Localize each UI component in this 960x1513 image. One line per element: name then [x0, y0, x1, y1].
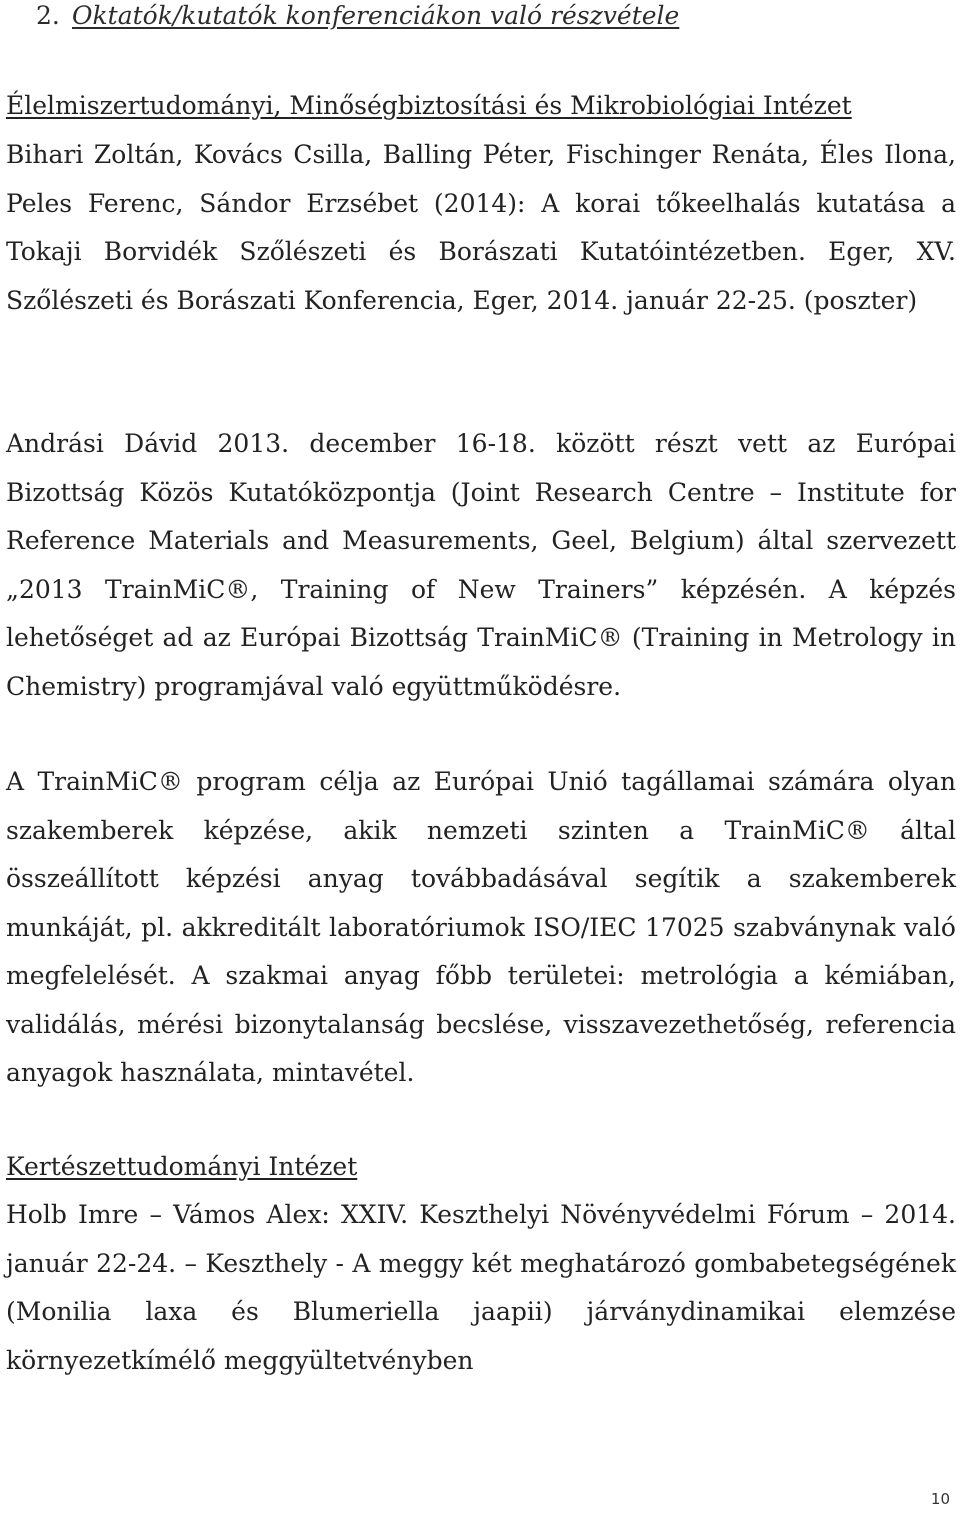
document-page	[6, 0, 956, 1513]
section-title: Oktatók/kutatók konferenciákon való részvétele	[72, 1, 680, 30]
institute-2-name: Kertészettudományi Intézet	[6, 1152, 358, 1181]
institute-2-entry-1	[6, 1191, 956, 1385]
entry-text: Andrási Dávid 2013. december 16-18. között részt vett az Európai Bizottság Közös Kutatóközpontja (Joint Research Centre – Institute for Reference Materials and Measurements, Geel, Belgium) által szervezett „2013 TrainMiC®, Training of New Trainers” képzésén. A képzés lehetőséget ad az Európai Bizottság TrainMiC® (Training in Metrology in Chemistry) programjával való együttműködésre.	[6, 429, 956, 701]
entry-text: A TrainMiC® program célja az Európai Unió tagállamai számára olyan szakemberek képzése, akik nemzeti szinten a TrainMiC® által összeállított képzési anyag továbbadásával segítik a szakemberek munkáját, pl. akkreditált laboratóriumok ISO/IEC 17025 szabványnak való megfelelését. A szakmai anyag főbb területei: metrológia a kémiában, validálás, mérési bizonytalanság becslése, visszavezethetőség, referencia anyagok használata, mintavétel.	[6, 767, 956, 1087]
entry-text: Bihari Zoltán, Kovács Csilla, Balling Péter, Fischinger Renáta, Éles Ilona, Peles Ferenc, Sándor Erzsébet (2014): A korai tőkeelhalás kutatása a Tokaji Borvidék Szőlészeti és Borászati Kutatóintézetben. Eger, XV. Szőlészeti és Borászati Konferencia, Eger, 2014. január 22-25. (poszter)	[6, 140, 956, 315]
entry-text: Holb Imre – Vámos Alex: XXIV. Keszthelyi Növényvédelmi Fórum – 2014. január 22-24. – Keszthely - A meggy két meghatározó gombabetegségének (Monilia laxa és Blumeriella jaapii) járványdinamikai elemzése környezetkímélő meggyültetvényben	[6, 1200, 956, 1375]
section-number: 2.	[36, 1, 60, 30]
institute-1-name: Élelmiszertudományi, Minőségbiztosítási és Mikrobiológiai Intézet	[6, 91, 852, 120]
section-heading	[36, 0, 679, 32]
institute-1-entry-3	[6, 758, 956, 1098]
page-number: 10	[930, 1490, 950, 1508]
institute-1-entry-2	[6, 420, 956, 711]
institute-1-entry-1	[6, 131, 956, 325]
